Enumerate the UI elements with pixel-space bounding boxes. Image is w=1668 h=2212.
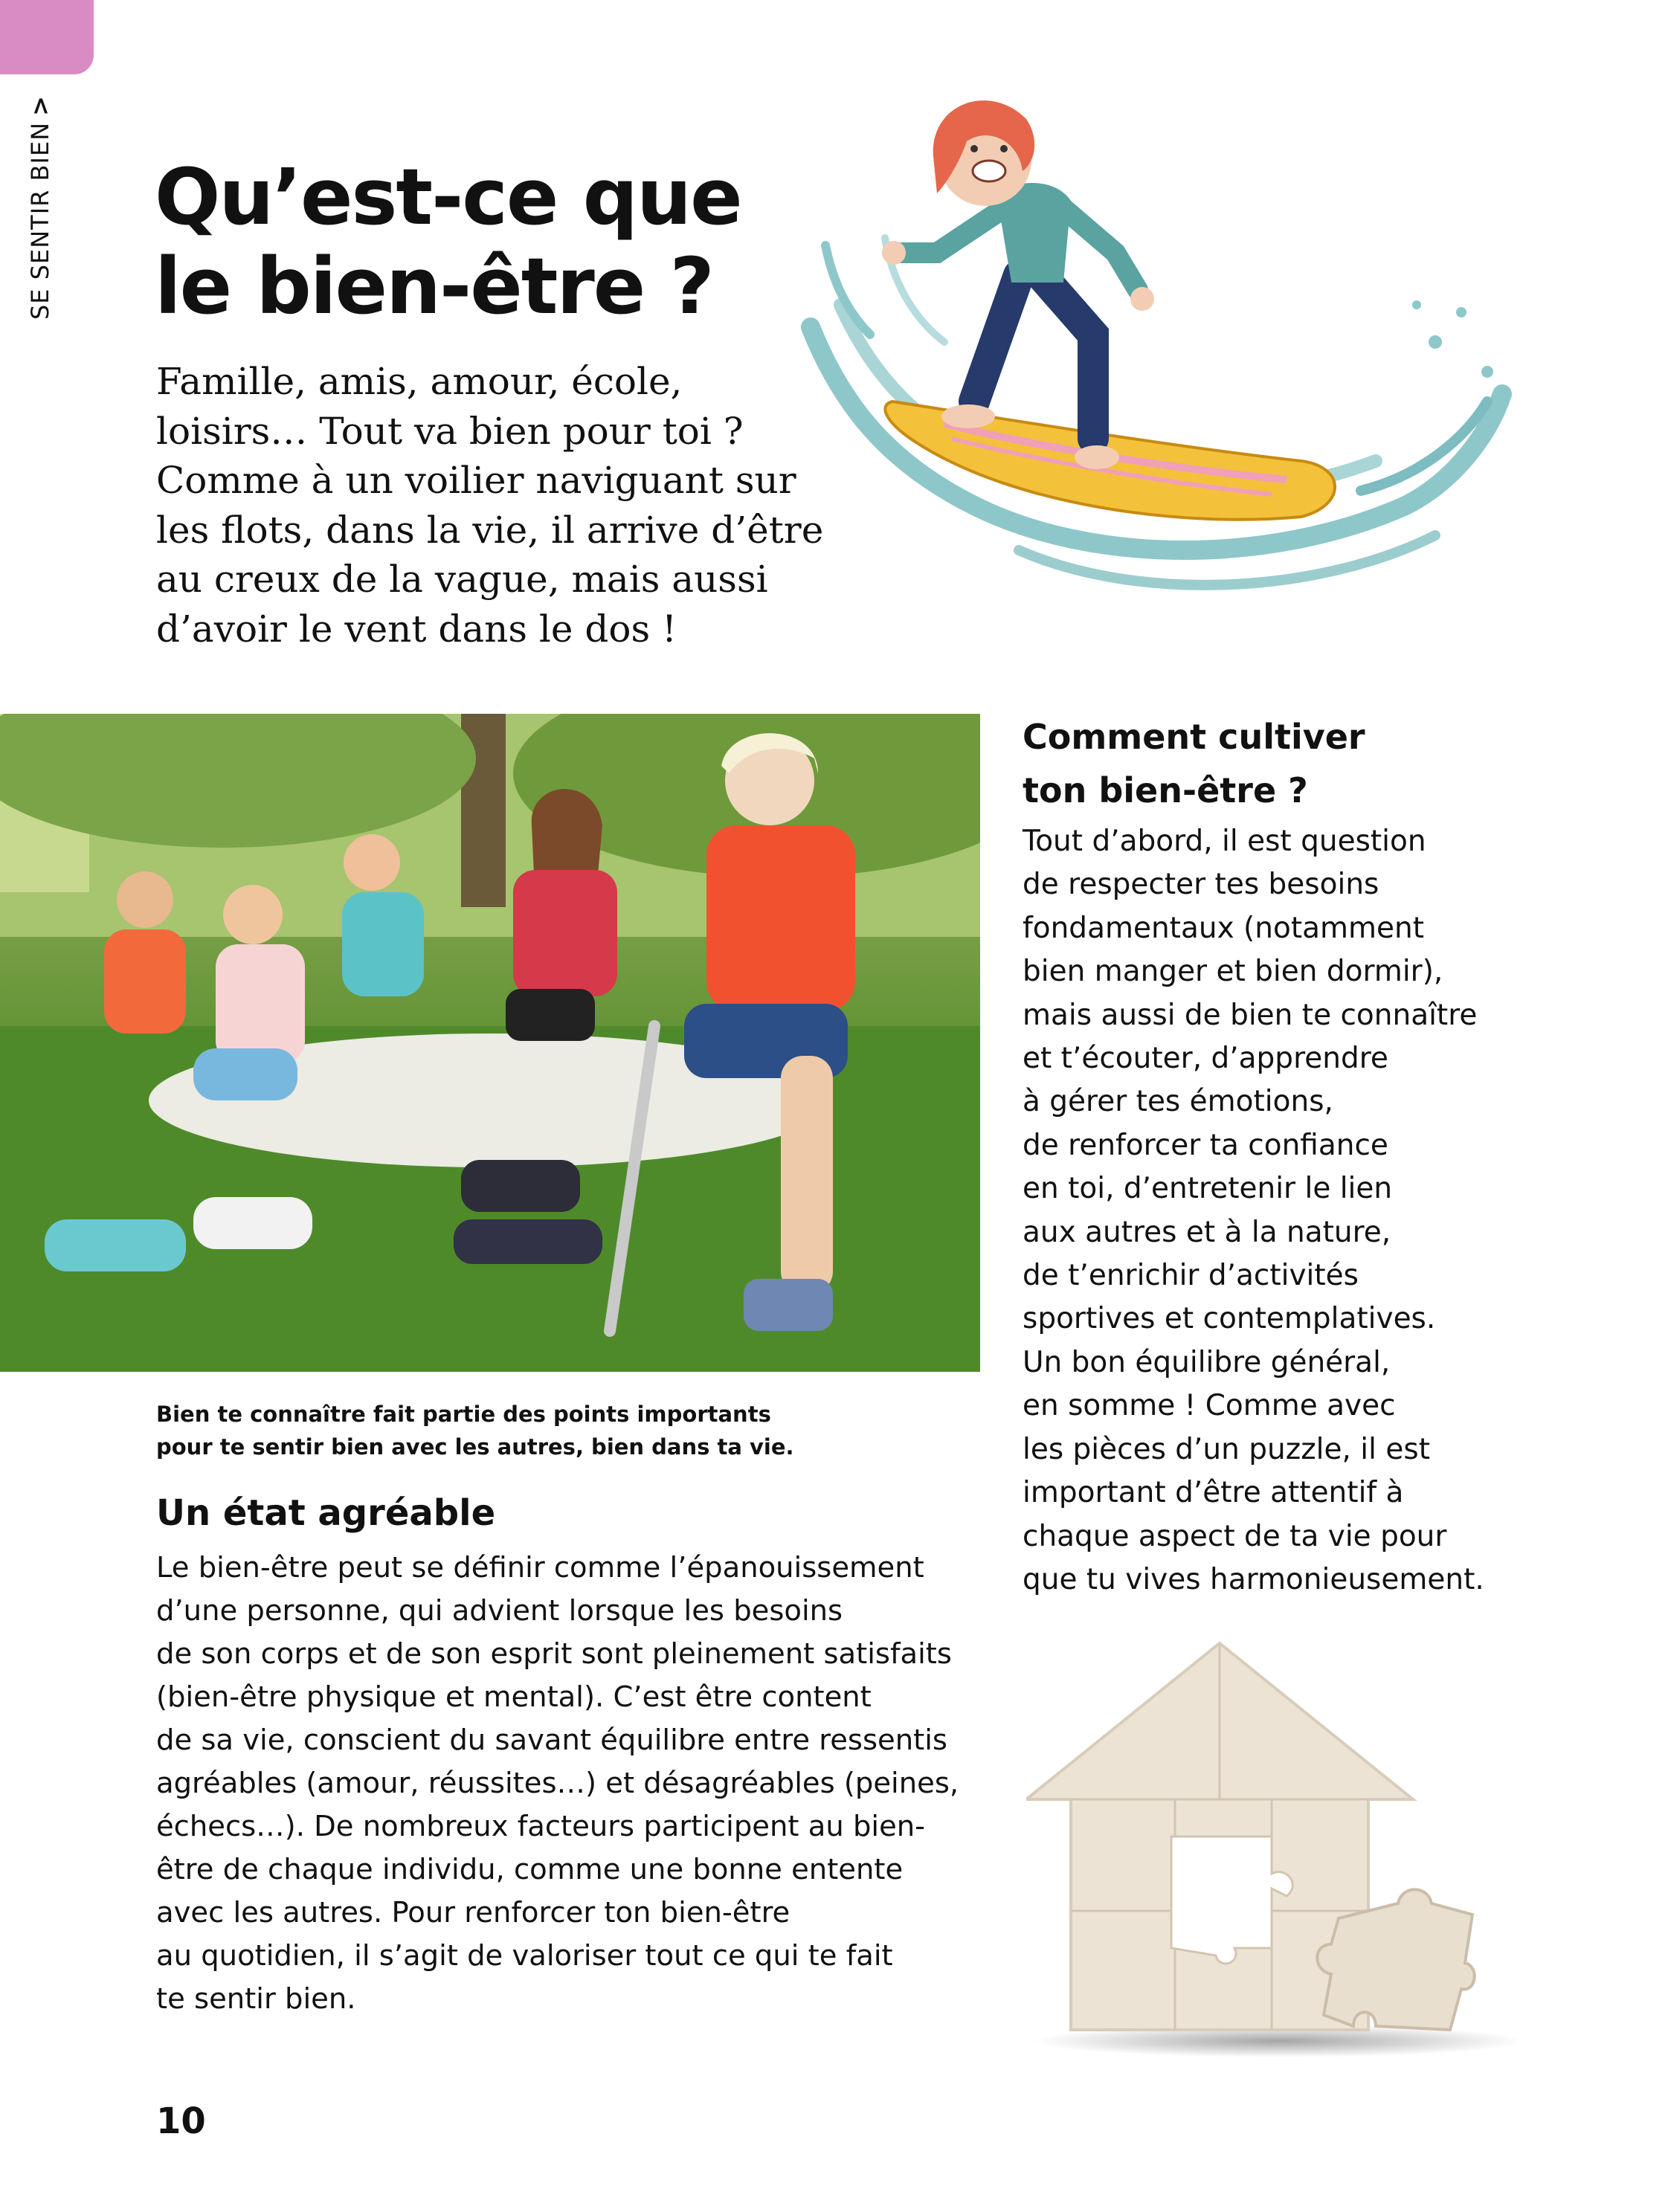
body-line: Un bon équilibre général, — [1023, 1345, 1391, 1379]
body-line: de sa vie, conscient du savant équilibre entre ressentis — [156, 1724, 947, 1757]
body-line: aux autres et à la nature, — [1023, 1215, 1391, 1249]
body-line: sportives et contemplatives. — [1023, 1302, 1436, 1336]
subtitle-line: Comment cultiver — [1023, 717, 1365, 757]
body-line: au quotidien, il s’agit de valoriser tout ce qui te fait — [156, 1939, 893, 1973]
body-line: de son corps et de son esprit sont pleinement satisfaits — [156, 1637, 952, 1671]
body-line: à gérer tes émotions, — [1023, 1085, 1333, 1119]
subtitle-line: ton bien-être ? — [1023, 770, 1308, 810]
section-label — [26, 95, 54, 320]
body-line: être de chaque individu, comme une bonne entente — [156, 1853, 904, 1886]
intro-line: d’avoir le vent dans le dos ! — [156, 607, 677, 651]
body-line: Tout d’abord, il est question — [1023, 825, 1426, 858]
body-line: important d’être attentif à — [1023, 1476, 1404, 1510]
caption-line: pour te sentir bien avec les autres, bien dans ta vie. — [156, 1434, 794, 1460]
section-body-etat-agreable — [156, 1547, 996, 2021]
body-line: d’une personne, qui advient lorsque les besoins — [156, 1594, 843, 1628]
body-line: de t’enrichir d’activités — [1023, 1259, 1359, 1293]
chevron-right-icon: > — [26, 95, 54, 116]
page-title — [155, 152, 824, 331]
section-title-cultiver — [1023, 710, 1365, 817]
body-line: Le bien-être peut se définir comme l’épanouissement — [156, 1551, 924, 1584]
children-picnic-photo — [0, 714, 980, 1372]
body-line: en toi, d’entretenir le lien — [1023, 1172, 1393, 1206]
section-tab — [0, 0, 94, 74]
intro-paragraph — [156, 357, 870, 654]
body-line: avec les autres. Pour renforcer ton bien-être — [156, 1896, 790, 1929]
caption-line: Bien te connaître fait partie des points importants — [156, 1402, 771, 1427]
body-line: de respecter tes besoins — [1023, 868, 1379, 902]
intro-line: Comme à un voilier naviguant sur — [156, 459, 796, 502]
body-line: te sentir bien. — [156, 1982, 356, 2016]
body-line: échecs…). De nombreux facteurs participent au bien- — [156, 1810, 926, 1843]
body-line: en somme ! Comme avec — [1023, 1389, 1396, 1423]
intro-line: loisirs… Tout va bien pour toi ? — [156, 409, 744, 453]
section-body-cultiver — [1023, 820, 1617, 1602]
intro-line: les flots, dans la vie, il arrive d’être — [156, 508, 824, 552]
photo-caption — [156, 1398, 900, 1463]
body-line: agréables (amour, réussites…) et désagréables (peines, — [156, 1767, 959, 1800]
body-line: fondamentaux (notamment — [1023, 911, 1425, 945]
page-number: 10 — [156, 2100, 206, 2142]
body-line: chaque aspect de ta vie pour — [1023, 1519, 1447, 1553]
body-line: et t’écouter, d’apprendre — [1023, 1042, 1388, 1076]
puzzle-house-image — [1026, 1628, 1547, 2060]
intro-line: au creux de la vague, mais aussi — [156, 558, 768, 601]
title-line: Qu’est-ce que — [155, 152, 741, 242]
surfer-illustration — [796, 89, 1517, 654]
intro-line: Famille, amis, amour, école, — [156, 360, 683, 403]
body-line: de renforcer ta confiance — [1023, 1128, 1388, 1162]
section-title-etat-agreable: Un état agréable — [156, 1492, 496, 1534]
body-line: mais aussi de bien te connaître — [1023, 998, 1478, 1032]
body-line: les pièces d’un puzzle, il est — [1023, 1432, 1430, 1466]
section-label-text: SE SENTIR BIEN — [26, 121, 54, 320]
body-line: bien manger et bien dormir), — [1023, 955, 1443, 989]
title-line: le bien-être ? — [155, 241, 713, 332]
body-line: que tu vives harmonieusement. — [1023, 1562, 1484, 1596]
body-line: (bien-être physique et mental). C’est être content — [156, 1680, 872, 1714]
